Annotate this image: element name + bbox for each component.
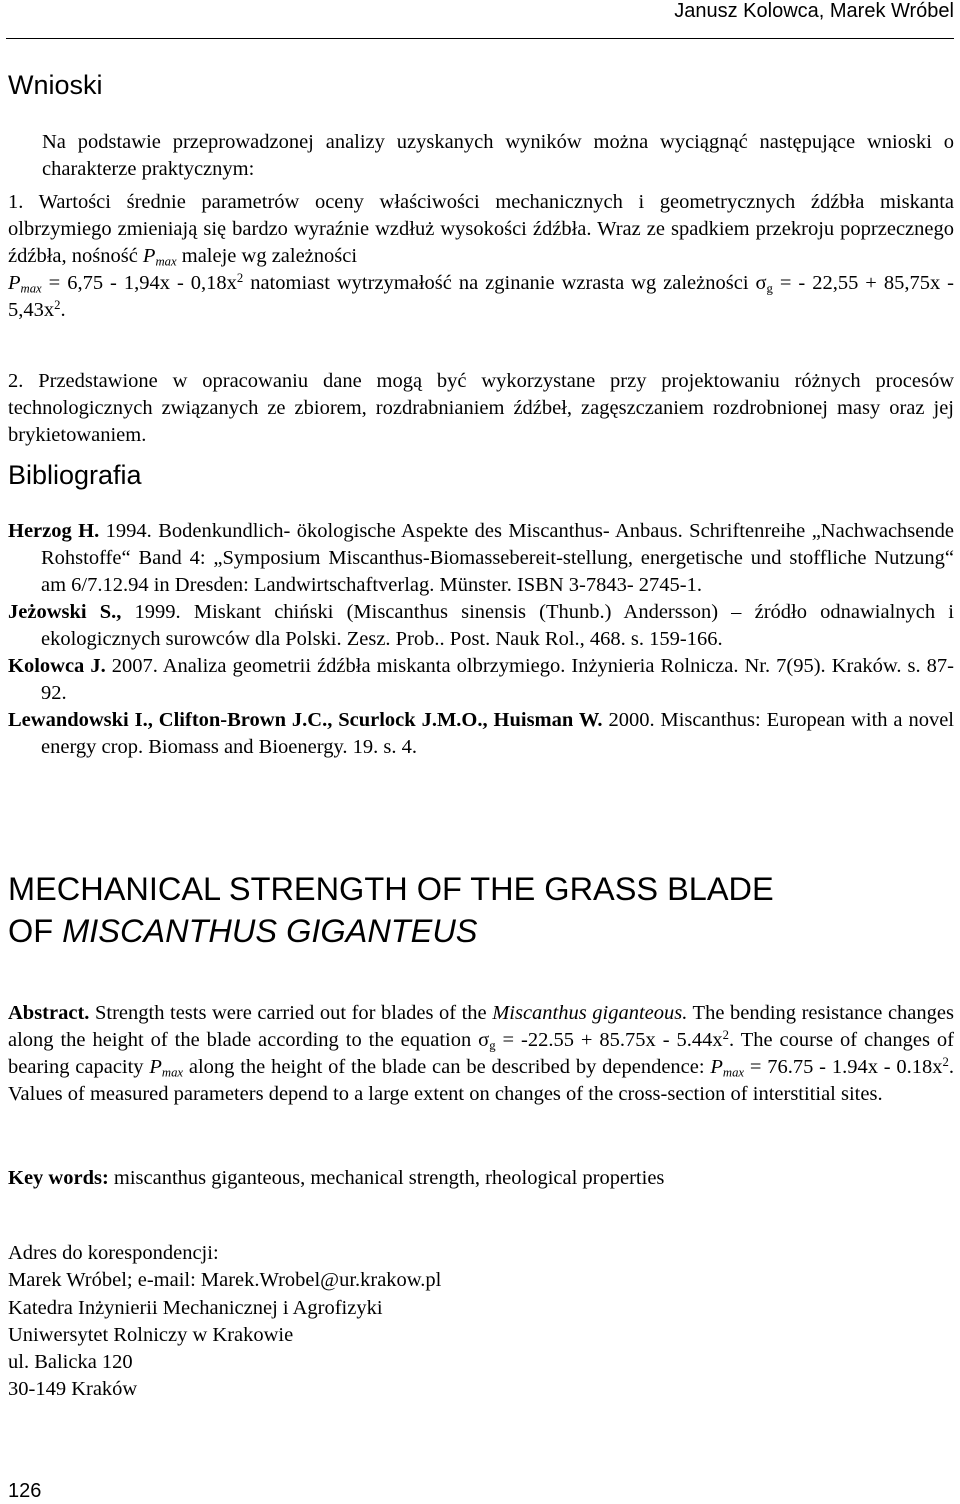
- keywords-text: miscanthus giganteous, mechanical strength, rheological properties: [108, 1167, 665, 1189]
- pmax-symbol: P: [8, 272, 21, 294]
- bibliography-entry: [8, 653, 954, 707]
- abstract-text-e: along the height of the blade can be described by dependence:: [183, 1056, 711, 1078]
- header-rule: [6, 38, 954, 39]
- abstract-equation-pmax: = 76.75 - 1.94x - 0.18x: [744, 1056, 943, 1078]
- superscript-2: 2: [942, 1055, 949, 1070]
- pmax-subscript: max: [161, 1065, 184, 1080]
- english-title-species: MISCANTHUS GIGANTEUS: [62, 913, 478, 949]
- pmax-symbol: P: [149, 1056, 162, 1078]
- address-heading: Adres do korespondencji:: [8, 1242, 219, 1264]
- abstract-equation-sigma: = -22.55 + 85.75x - 5.44x: [495, 1029, 723, 1051]
- section-heading-conclusions: Wnioski: [8, 70, 103, 100]
- bib-text: 1999. Miskant chiński (Miscanthus sinensis (Thunb.) Andersson) – źródło odnawialnych i ekologicznych surowców dla Polski. Zesz. Prob.. Post. Nauk Rol., 468. s. 159-166.: [41, 601, 954, 650]
- bib-text: 1994. Bodenkundlich- ökologische Aspekte des Miscanthus- Anbaus. Schriftenreihe „Nachwachsende Rohstoffe“ Band 4: „Symposium Miscanthus-Biomassebereit-stellung, energetische und stoffliche Nutzung“ am 6/7.12.94 in Dresden: Landwirtschaftverlag. Münster. ISBN 3-7843- 2745-1.: [41, 520, 954, 596]
- conclusion-1-equation-sigma: = - 22,55 + 85,75x - 5,43x: [8, 272, 954, 321]
- page-number: 126: [8, 1480, 42, 1502]
- english-title: [8, 868, 774, 952]
- bibliography-entry: [8, 599, 954, 653]
- abstract-species: Miscanthus giganteous.: [492, 1002, 688, 1024]
- abstract-text-g: . Values of measured parameters depend to a large extent on changes of the cross-section of interstitial sites.: [8, 1056, 954, 1105]
- bib-author: Jeżowski S.,: [8, 601, 122, 623]
- bib-text: 2000. Miscanthus: European with a novel energy crop. Biomass and Bioenergy. 19. s. 4.: [41, 709, 954, 758]
- abstract-label: Abstract.: [8, 1002, 90, 1024]
- conclusions-intro-text: Na podstawie przeprowadzonej analizy uzyskanych wyników można wyciągnąć następujące wnioski o charakterze praktycznym:: [42, 131, 954, 180]
- pmax-symbol: P: [710, 1056, 723, 1078]
- abstract-text-b: The bending resistance changes along the height of the blade according to the equation σ: [8, 1002, 954, 1051]
- abstract-paragraph: [8, 1000, 954, 1108]
- keywords-label: Key words:: [8, 1167, 109, 1189]
- bib-author: Kolowca J.: [8, 655, 106, 677]
- section-heading-bibliography: Bibliografia: [8, 460, 142, 490]
- address-street: ul. Balicka 120: [8, 1351, 133, 1374]
- superscript-2: 2: [722, 1028, 729, 1043]
- address-university: Uniwersytet Rolniczy w Krakowie: [8, 1323, 294, 1346]
- conclusions-intro: [42, 129, 954, 183]
- conclusion-item-1: [8, 189, 954, 324]
- pmax-subscript: max: [722, 1065, 745, 1080]
- abstract-text-d: . The course of changes of bearing capacity: [8, 1029, 955, 1078]
- bibliography-entry: [8, 518, 954, 599]
- english-title-line-2: [8, 910, 774, 952]
- address-city: 30-149 Kraków: [8, 1378, 138, 1401]
- conclusion-1-text-b: maleje wg zależności: [176, 245, 358, 267]
- sigma-subscript: g: [489, 1038, 496, 1053]
- conclusion-1-end: .: [60, 299, 66, 321]
- correspondence-address: [8, 1240, 441, 1404]
- bibliography-entry: [8, 707, 954, 761]
- conclusion-1-text-a: 1. Wartości średnie parametrów oceny właściwości mechanicznych i geometrycznych źdźbła miskanta olbrzymiego zmieniają się bardzo wyraźnie wzdłuż wysokości źdźbła. Wraz ze spadkiem przekroju poprzecznego źdźbła, nośność: [8, 191, 954, 267]
- conclusion-1-text-d: natomiast wytrzymałość na zginanie wzrasta wg zależności σ: [243, 272, 767, 294]
- english-title-line-1: MECHANICAL STRENGTH OF THE GRASS BLADE: [8, 871, 774, 907]
- address-email-line: Marek Wróbel; e-mail: Marek.Wrobel@ur.krakow.pl: [8, 1269, 442, 1292]
- pmax-subscript: max: [155, 254, 177, 269]
- sigma-subscript: g: [766, 281, 773, 296]
- bibliography-list: [8, 518, 954, 761]
- pmax-subscript: max: [20, 281, 42, 296]
- bib-text: 2007. Analiza geometrii źdźbła miskanta olbrzymiego. Inżynieria Rolnicza. Nr. 7(95). Kraków. s. 87-92.: [41, 655, 955, 704]
- english-title-of: OF: [8, 913, 63, 949]
- superscript-2: 2: [54, 298, 61, 313]
- superscript-2: 2: [236, 271, 244, 286]
- running-header-authors: Janusz Kolowca, Marek Wróbel: [674, 0, 954, 22]
- keywords: [8, 1165, 954, 1192]
- address-department: Katedra Inżynierii Mechanicznej i Agrofizyki: [8, 1296, 383, 1319]
- abstract-text-a: Strength tests were carried out for blades of the: [89, 1002, 493, 1024]
- bib-author: Lewandowski I., Clifton-Brown J.C., Scurlock J.M.O., Huisman W.: [8, 709, 603, 731]
- bib-author: Herzog H.: [8, 520, 100, 542]
- conclusion-1-equation-pmax: = 6,75 - 1,94x - 0,18x: [41, 272, 237, 294]
- pmax-symbol: P: [142, 245, 156, 267]
- conclusion-item-2: 2. Przedstawione w opracowaniu dane mogą być wykorzystane przy projektowaniu różnych procesów technologicznych związanych ze zbiorem, rozdrabnianiem źdźbeł, zagęszczaniem rozdrobnionej masy oraz jej brykietowaniem.: [8, 370, 954, 446]
